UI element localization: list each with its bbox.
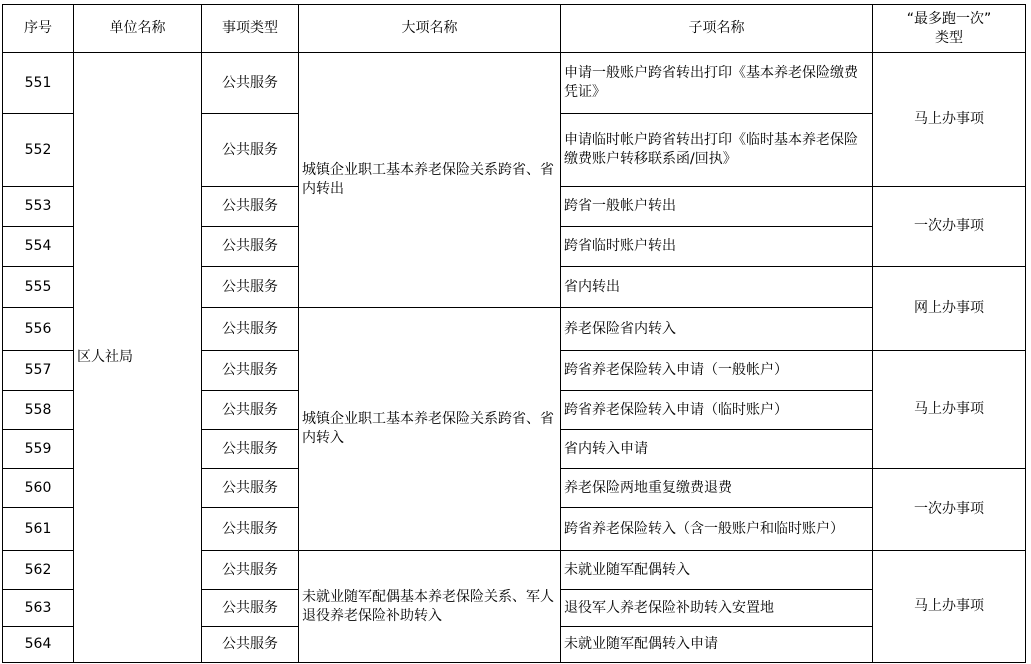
- major-cell: 城镇企业职工基本养老保险关系跨省、省内转出: [299, 53, 561, 308]
- seq-cell: 555: [3, 267, 74, 308]
- type-cell: 公共服务: [202, 308, 299, 351]
- header-unit: 单位名称: [74, 5, 202, 53]
- type-cell: 公共服务: [202, 391, 299, 430]
- category-cell: 一次办事项: [873, 187, 1026, 267]
- seq-cell: 551: [3, 53, 74, 114]
- sub-cell: 跨省临时账户转出: [561, 227, 873, 267]
- type-cell: 公共服务: [202, 590, 299, 627]
- type-cell: 公共服务: [202, 187, 299, 227]
- seq-cell: 552: [3, 114, 74, 187]
- major-cell: 未就业随军配偶基本养老保险关系、军人退役养老保险补助转入: [299, 551, 561, 663]
- category-cell: 马上办事项: [873, 351, 1026, 469]
- type-cell: 公共服务: [202, 53, 299, 114]
- type-cell: 公共服务: [202, 627, 299, 663]
- sub-cell: 跨省养老保险转入（含一般账户和临时账户）: [561, 508, 873, 551]
- unit-cell: 区人社局: [74, 53, 202, 663]
- type-cell: 公共服务: [202, 469, 299, 508]
- seq-cell: 553: [3, 187, 74, 227]
- type-cell: 公共服务: [202, 508, 299, 551]
- table-header-row: [3, 5, 1026, 53]
- header-major: 大项名称: [299, 5, 561, 53]
- sub-cell: 申请一般账户跨省转出打印《基本养老保险缴费凭证》: [561, 53, 873, 114]
- sub-cell: 未就业随军配偶转入: [561, 551, 873, 590]
- sub-cell: 跨省养老保险转入申请（一般帐户）: [561, 351, 873, 391]
- type-cell: 公共服务: [202, 551, 299, 590]
- header-sub: 子项名称: [561, 5, 873, 53]
- seq-cell: 560: [3, 469, 74, 508]
- type-cell: 公共服务: [202, 267, 299, 308]
- header-category: [873, 5, 1026, 53]
- header-category-line1: “最多跑一次”: [906, 10, 992, 27]
- type-cell: 公共服务: [202, 351, 299, 391]
- category-cell: 网上办事项: [873, 267, 1026, 351]
- seq-cell: 557: [3, 351, 74, 391]
- service-items-table: [2, 4, 1026, 663]
- seq-cell: 554: [3, 227, 74, 267]
- sub-cell: 申请临时帐户跨省转出打印《临时基本养老保险缴费账户转移联系函/回执》: [561, 114, 873, 187]
- seq-cell: 562: [3, 551, 74, 590]
- sub-cell: 省内转出: [561, 267, 873, 308]
- table-row: [3, 53, 1026, 114]
- type-cell: 公共服务: [202, 227, 299, 267]
- seq-cell: 561: [3, 508, 74, 551]
- sub-cell: 未就业随军配偶转入申请: [561, 627, 873, 663]
- category-cell: 马上办事项: [873, 551, 1026, 663]
- header-type: 事项类型: [202, 5, 299, 53]
- seq-cell: 556: [3, 308, 74, 351]
- header-category-line2: 类型: [935, 29, 963, 46]
- seq-cell: 563: [3, 590, 74, 627]
- type-cell: 公共服务: [202, 430, 299, 469]
- sub-cell: 养老保险两地重复缴费退费: [561, 469, 873, 508]
- sub-cell: 退役军人养老保险补助转入安置地: [561, 590, 873, 627]
- sub-cell: 养老保险省内转入: [561, 308, 873, 351]
- category-cell: 一次办事项: [873, 469, 1026, 551]
- sub-cell: 跨省一般帐户转出: [561, 187, 873, 227]
- sub-cell: 跨省养老保险转入申请（临时账户）: [561, 391, 873, 430]
- type-cell: 公共服务: [202, 114, 299, 187]
- sub-cell: 省内转入申请: [561, 430, 873, 469]
- major-cell: 城镇企业职工基本养老保险关系跨省、省内转入: [299, 308, 561, 551]
- header-seq: 序号: [3, 5, 74, 53]
- seq-cell: 559: [3, 430, 74, 469]
- category-cell: 马上办事项: [873, 53, 1026, 187]
- seq-cell: 558: [3, 391, 74, 430]
- seq-cell: 564: [3, 627, 74, 663]
